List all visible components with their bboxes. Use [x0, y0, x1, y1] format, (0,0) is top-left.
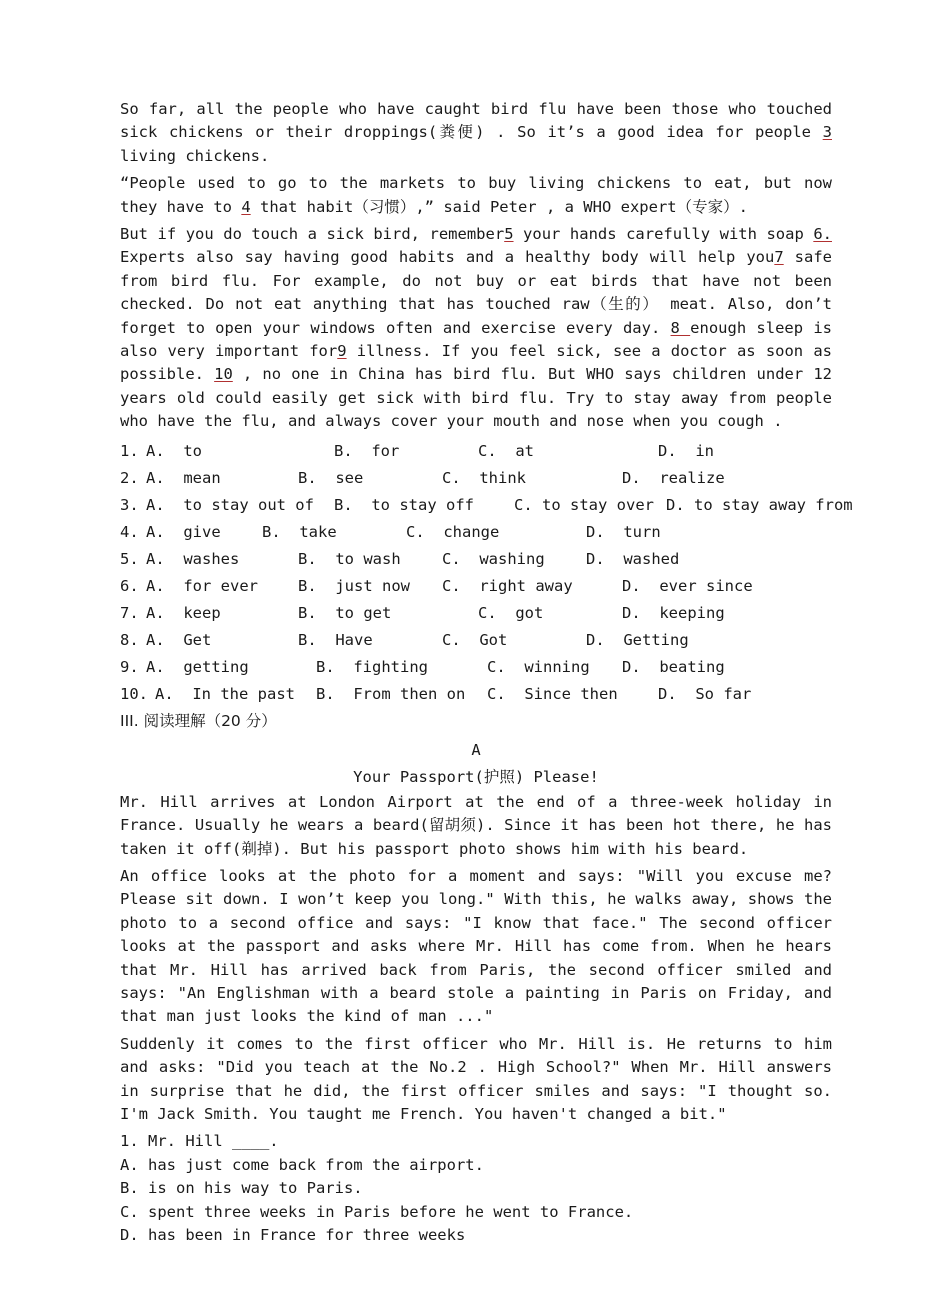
option-a: A. Get: [146, 630, 212, 649]
option-c: C. washing: [442, 549, 545, 568]
text-run: enough sleep is also very important for: [120, 318, 832, 361]
blank-9: 9: [337, 342, 347, 361]
passage-paragraph-2: An office looks at the photo for a moment and says: "Will you excuse me? Please sit down. I won’t keep you long." With this, he walks away, shows the photo to a second office and says: "I know that face." The second officer looks at the passport and asks where Mr. Hill has come from. When he hears that Mr. Hill has arrived back from Paris, the second officer smiled and says: "An Englishman with a beard stole a painting in Paris on Friday, and that man just looks the kind of man ...": [120, 866, 832, 1026]
options-list: [120, 438, 853, 708]
option-row: [120, 465, 832, 492]
option-b: B. Have: [298, 630, 373, 649]
option-a: A. In the past: [155, 684, 295, 703]
option-c: C. got: [478, 603, 544, 622]
option-a: A. washes: [146, 549, 240, 568]
option-a: A. to: [146, 441, 202, 460]
option-row: [120, 627, 832, 654]
blank-6: 6.: [813, 225, 832, 244]
option-c: C. Got: [442, 630, 508, 649]
choice-b: B. is on his way to Paris.: [120, 1179, 363, 1198]
option-d: D. turn: [586, 522, 661, 541]
question-number: 1.: [120, 441, 139, 460]
question-number: 9.: [120, 657, 139, 676]
question-stem: 1. Mr. Hill ____.: [120, 1132, 279, 1151]
option-d: D. beating: [622, 657, 725, 676]
option-row: [120, 492, 853, 519]
blank-8: 8: [670, 318, 691, 337]
reading-question: [120, 1130, 832, 1247]
option-row: [120, 600, 832, 627]
option-d: D. realize: [622, 468, 725, 487]
choice-d: D. has been in France for three weeks: [120, 1226, 466, 1244]
text-run: safe from bird flu. For example, do not buy or eat birds that have not been checked. Do not eat anything that has touched raw（生的） meat. Also, don’t forget to open your windows often and exercise every day.: [120, 248, 832, 337]
option-row: [120, 438, 832, 465]
question-number: 3.: [120, 495, 139, 514]
option-b: B. for: [334, 441, 400, 460]
text-run: , no one in China has bird flu. But WHO says children under 12 years old could easily get sick with bird flu. Try to stay away from people who have the flu, and always cover your mouth and nose when you cough .: [120, 365, 832, 431]
cloze-paragraph-2: [120, 172, 832, 219]
option-d: D. washed: [586, 549, 680, 568]
passage-paragraph-1: Mr. Hill arrives at London Airport at the end of a three-week holiday in France. Usually he wears a beard(留胡须). Since it has been hot there, he has taken it off(剃掉). But his passport photo shows him with his beard.: [120, 792, 832, 858]
text-run: Experts also say having good habits and a healthy body will help you: [120, 248, 775, 267]
option-d: D. So far: [658, 684, 752, 703]
option-d: D. in: [658, 441, 714, 460]
option-row: [120, 681, 832, 708]
option-b: B. fighting: [316, 657, 428, 676]
text-run: illness. If you feel sick, see a doctor as soon as possible.: [120, 342, 833, 384]
question-number: 7.: [120, 603, 139, 622]
part-label: A: [471, 740, 481, 759]
option-b: B. see: [298, 468, 364, 487]
option-row: [120, 573, 832, 600]
text-run: But if you do touch a sick bird, remember: [120, 225, 505, 244]
cloze-paragraph-1: [120, 98, 832, 168]
option-c: C. right away: [442, 576, 573, 595]
option-b: B. to stay off: [334, 495, 474, 514]
option-b: B. take: [262, 522, 337, 541]
option-c: C. Since then: [487, 684, 618, 703]
option-d: D. ever since: [622, 576, 753, 595]
choice-a: A. has just come back from the airport.: [120, 1155, 484, 1174]
blank-3: 3: [822, 123, 832, 142]
option-c: C. winning: [487, 657, 590, 676]
option-d: D. to stay away from: [666, 495, 853, 514]
option-a: A. give: [146, 522, 221, 541]
document-page: [120, 98, 853, 1247]
option-a: A. mean: [146, 468, 221, 487]
option-a: A. keep: [146, 603, 221, 622]
question-number: 5.: [120, 549, 139, 568]
option-row: [120, 519, 832, 546]
choice-c: C. spent three weeks in Paris before he went to France.: [120, 1202, 634, 1221]
option-b: B. to get: [298, 603, 392, 622]
option-b: B. just now: [298, 576, 410, 595]
option-d: D. Getting: [586, 630, 689, 649]
option-row: [120, 654, 832, 681]
passage-paragraph-3: Suddenly it comes to the first officer who Mr. Hill is. He returns to him and asks: "Did you teach at the No.2 . High School?" When Mr. Hill answers in surprise that he did, the first officer smiles and says: "I thought so. I'm Jack Smith. You taught me French. You haven't changed a bit.": [120, 1034, 832, 1123]
option-c: C. at: [478, 441, 534, 460]
question-number: 2.: [120, 468, 139, 487]
option-a: A. to stay out of: [146, 495, 314, 514]
text-run: So far, all the people who have caught bird flu have been those who touched sick chickens or their droppings(粪便) . So it’s a good idea for people: [120, 100, 832, 142]
option-a: A. getting: [146, 657, 249, 676]
cloze-paragraph-3: [120, 223, 832, 434]
option-b: B. From then on: [316, 684, 466, 703]
text-run: living chickens.: [120, 146, 270, 165]
blank-7: 7: [774, 248, 784, 267]
option-d: D. keeping: [622, 603, 725, 622]
section-heading: III. 阅读理解（20 分）: [120, 711, 277, 730]
option-c: C. to stay over: [514, 495, 654, 514]
blank-10: 10: [214, 365, 233, 384]
passage-title: Your Passport(护照) Please!: [353, 767, 599, 786]
question-number: 4.: [120, 522, 139, 541]
option-b: B. to wash: [298, 549, 401, 568]
blank-5: 5: [504, 225, 514, 244]
text-run: that habit（习惯）,” said Peter , a WHO expert（专家）.: [250, 197, 748, 216]
question-number: 8.: [120, 630, 139, 649]
text-run: “People used to go to the markets to buy living chickens to eat, but now they have to: [120, 174, 832, 216]
option-row: [120, 546, 832, 573]
text-run: your hands carefully with soap: [513, 225, 814, 244]
question-number: 10.: [120, 684, 148, 703]
option-c: C. change: [406, 522, 500, 541]
blank-4: 4: [241, 197, 251, 216]
question-number: 6.: [120, 576, 139, 595]
option-a: A. for ever: [146, 576, 258, 595]
option-c: C. think: [442, 468, 526, 487]
